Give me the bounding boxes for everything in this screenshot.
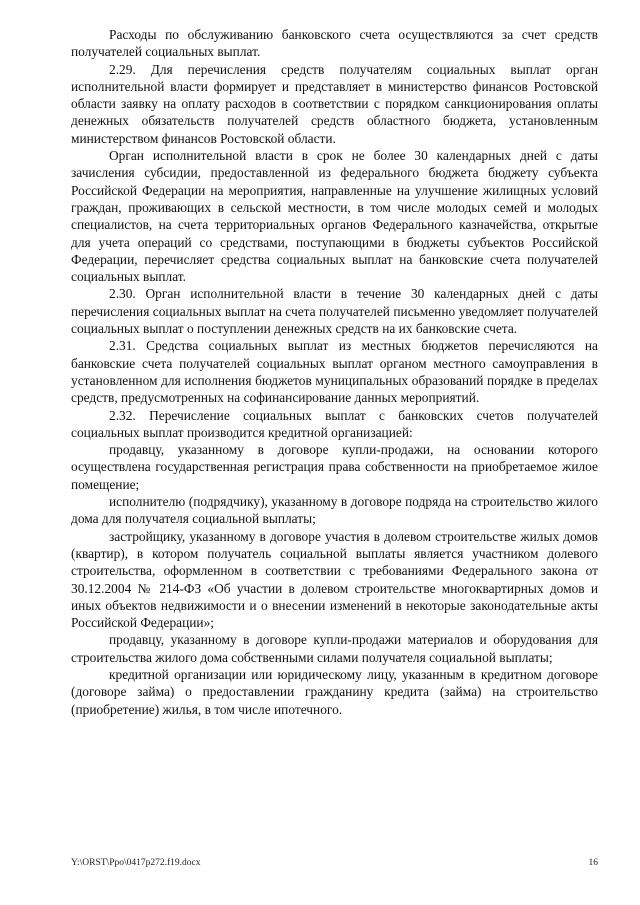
paragraph-transfer-deadline: Орган исполнительной власти в срок не более 30 календарных дней с даты зачисления субсидии, предоставленной из федерального бюджета бюджету субъекта Российской Федерации на мероприятия, направленные на улучшение жилищных условий граждан, проживающих в сельской местности, в том числе молодых семей и молодых специалистов, на счета территориальных органов Федерального казначейства, открытые для учета операций со средствами, поступающими в бюджеты субъектов Российской Федерации, перечисляет средства социальных выплат на банковские счета получателей социальных выплат. — [71, 148, 598, 285]
paragraph-2-32: 2.32. Перечисление социальных выплат с банковских счетов получателей социальных выплат производится кредитной организацией: — [71, 407, 598, 440]
paragraph-2-30: 2.30. Орган исполнительной власти в течение 30 календарных дней с даты перечисления социальных выплат на счета получателей письменно уведомляет получателей социальных выплат о поступлении денежных средств на их банковские счета. — [71, 286, 598, 337]
footer-file-path: Y:\ORST\Ppo\0417p272.f19.docx — [71, 858, 201, 868]
list-item-materials-seller: продавцу, указанному в договоре купли-продажи материалов и оборудования для строительства жилого дома собственными силами получателя социальной выплаты; — [71, 632, 598, 665]
page-number: 16 — [588, 858, 598, 868]
list-item-developer: застройщику, указанному в договоре участия в долевом строительстве жилых домов (квартир), в котором получатель социальной выплаты является участником долевого строительства, оформленном в соответствии с требованиями Федерального закона от 30.12.2004 № 214-ФЗ «Об участии в долевом строительстве многоквартирных домов и иных объектов недвижимости и о внесении изменений в некоторые законодательные акты Российской Федерации»; — [71, 528, 598, 631]
paragraph-2-31: 2.31. Средства социальных выплат из местных бюджетов перечисляются на банковские счета получателей социальных выплат органом местного самоуправления в установленном для исполнения бюджетов муниципальных образований порядке в пределах средств, предусмотренных на софинансирование данных мероприятий. — [71, 338, 598, 406]
document-body — [71, 26, 598, 718]
list-item-seller: продавцу, указанному в договоре купли-продажи, на основании которого осуществлена государственная регистрация права собственности на приобретаемое жилое помещение; — [71, 442, 598, 492]
paragraph-2-29: 2.29. Для перечисления средств получателям социальных выплат орган исполнительной власти формирует и представляет в министерство финансов Ростовской области заявку на оплату расходов в соответствии с порядком санкционирования оплаты денежных обязательств получателей средств областного бюджета, установленным министерством финансов Ростовской области. — [71, 61, 598, 146]
paragraph-payment-expenses: Расходы по обслуживанию банковского счета осуществляются за счет средств получателей социальных выплат. — [71, 27, 598, 60]
list-item-credit-organization: кредитной организации или юридическому лицу, указанным в кредитном договоре (договоре займа) о предоставлении гражданину кредита (займа) на строительство (приобретение) жилья, в том числе ипотечного. — [71, 666, 598, 717]
list-item-contractor: исполнителю (подрядчику), указанному в договоре подряда на строительство жилого дома для получателя социальной выплаты; — [71, 494, 598, 527]
